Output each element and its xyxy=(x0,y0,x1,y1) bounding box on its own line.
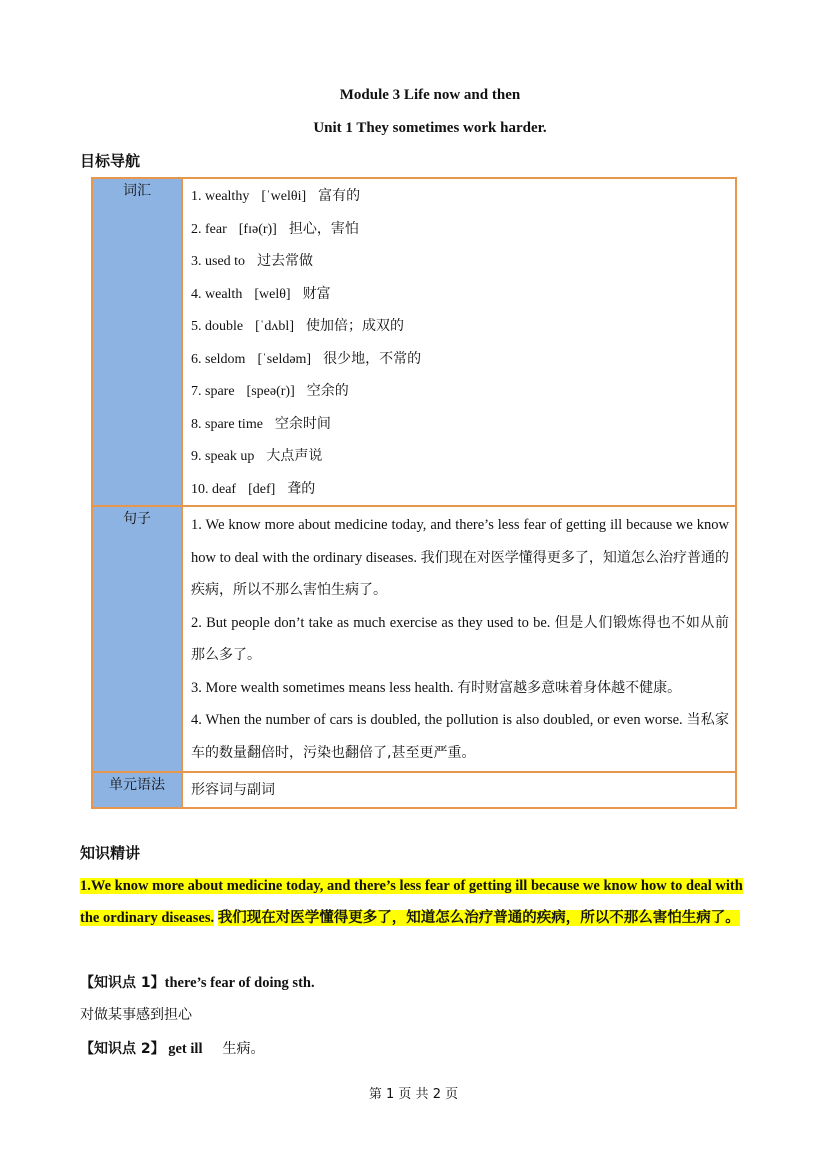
vocab-item xyxy=(191,343,729,376)
highlight-zh: 我们现在对医学懂得更多了，知道怎么治疗普通的疾病，所以不那么害怕生病了。 xyxy=(217,910,740,926)
kp1-tag: 【知识点 1】 xyxy=(80,975,165,991)
vocab-item xyxy=(191,473,729,506)
kp2-text: get ill xyxy=(168,1041,203,1057)
vocab-phonetic: [ˈseldəm] xyxy=(257,351,312,367)
highlight-en: 1.We know more about medicine today, and there’s less fear of getting ill because we know how to deal with the ordinary diseases. xyxy=(80,878,743,926)
vocab-item xyxy=(191,310,729,343)
vocab-meaning: 很少地，不常的 xyxy=(323,350,422,367)
vocab-meaning: 担心，害怕 xyxy=(288,220,359,237)
sentences-label: 句子 xyxy=(92,506,182,772)
vocab-word: 6. seldom xyxy=(191,351,246,367)
vocab-item xyxy=(191,375,729,408)
sentence-item xyxy=(191,509,729,607)
knowledge-point-2 xyxy=(80,1038,264,1058)
vocab-word: 7. spare xyxy=(191,384,235,399)
sentence-item xyxy=(191,607,729,672)
unit-title: Unit 1 They sometimes work harder. xyxy=(313,120,547,136)
sentence-en: 1. We know more about medicine today, and there’s less fear of getting ill because we know how to deal with the ordinary diseases. xyxy=(191,517,729,566)
sentence-zh: 我们现在对医学懂得更多了，知道怎么治疗普通的疾病，所以不那么害怕生病了。 xyxy=(191,549,730,598)
vocab-item xyxy=(191,213,729,246)
knowledge-point-1 xyxy=(80,972,315,992)
sentence-zh: 有时财富越多意味着身体越不健康。 xyxy=(457,679,682,696)
vocab-word: 1. wealthy xyxy=(191,189,250,204)
vocab-phonetic: [fɪə(r)] xyxy=(238,221,277,237)
vocab-meaning: 使加倍；成双的 xyxy=(306,318,404,334)
page-footer: 第 1 页 共 2 页 xyxy=(368,1087,459,1102)
vocab-meaning: 大点声说 xyxy=(266,448,323,464)
vocab-phonetic: [speə(r)] xyxy=(246,384,295,399)
grammar-value: 形容词与副词 xyxy=(182,772,736,808)
vocab-item xyxy=(191,245,729,278)
vocab-meaning: 聋的 xyxy=(287,480,316,497)
sentence-zh: 但是人们锻炼得也不如从前那么多了。 xyxy=(191,614,730,663)
sentence-en: 2. But people don’t take as much exercise as they used to be. xyxy=(191,614,551,631)
vocab-word: 5. double xyxy=(191,319,244,334)
vocab-meaning: 富有的 xyxy=(318,188,361,204)
vocab-phonetic: [ˈwelθi] xyxy=(261,189,307,204)
vocab-item xyxy=(191,440,729,473)
sentence-zh: 当私家车的数量翻倍时，污染也翻倍了,甚至更严重。 xyxy=(191,712,730,761)
vocab-word: 10. deaf xyxy=(191,481,237,497)
kp1-meaning: 对做某事感到担心 xyxy=(80,1007,192,1023)
goals-table xyxy=(91,177,737,809)
vocab-meaning: 过去常做 xyxy=(257,253,314,269)
vocab-item xyxy=(191,180,729,213)
sentences-row xyxy=(92,506,736,772)
section-heading-goals: 目标导航 xyxy=(80,152,141,170)
vocab-phonetic: [welθ] xyxy=(254,286,291,302)
vocab-word: 4. wealth xyxy=(191,286,243,302)
sentence-item xyxy=(191,672,729,705)
grammar-label: 单元语法 xyxy=(92,772,182,808)
vocab-phonetic: [def] xyxy=(248,481,276,497)
vocab-meaning: 空余时间 xyxy=(274,415,331,432)
vocab-cell xyxy=(182,178,736,506)
vocab-list xyxy=(191,179,729,505)
sentence-item xyxy=(191,704,729,769)
grammar-row xyxy=(92,772,736,808)
sentences-cell xyxy=(182,506,736,772)
vocab-item xyxy=(191,278,729,311)
sentence-en: 3. More wealth sometimes means less health. xyxy=(191,679,454,696)
vocab-word: 3. used to xyxy=(191,254,246,269)
vocab-word: 8. spare time xyxy=(191,416,263,432)
vocab-meaning: 财富 xyxy=(302,285,331,302)
sentence-list xyxy=(191,507,729,771)
vocab-row xyxy=(92,178,736,506)
vocab-item xyxy=(191,408,729,441)
kp2-tag: 【知识点 2】 xyxy=(80,1041,165,1057)
kp2-meaning: 生病。 xyxy=(222,1041,265,1057)
vocab-phonetic: [ˈdʌbl] xyxy=(255,319,294,334)
vocab-word: 9. speak up xyxy=(191,449,255,464)
module-title: Module 3 Life now and then xyxy=(339,87,521,103)
highlighted-sentence xyxy=(80,870,750,934)
sentence-en: 4. When the number of cars is doubled, the pollution is also doubled, or even worse. xyxy=(191,712,683,728)
section-heading-knowledge: 知识精讲 xyxy=(80,844,141,862)
vocab-label: 词汇 xyxy=(92,178,182,506)
vocab-meaning: 空余的 xyxy=(306,383,349,399)
kp1-text: there’s fear of doing sth. xyxy=(164,975,315,991)
vocab-word: 2. fear xyxy=(191,221,227,237)
